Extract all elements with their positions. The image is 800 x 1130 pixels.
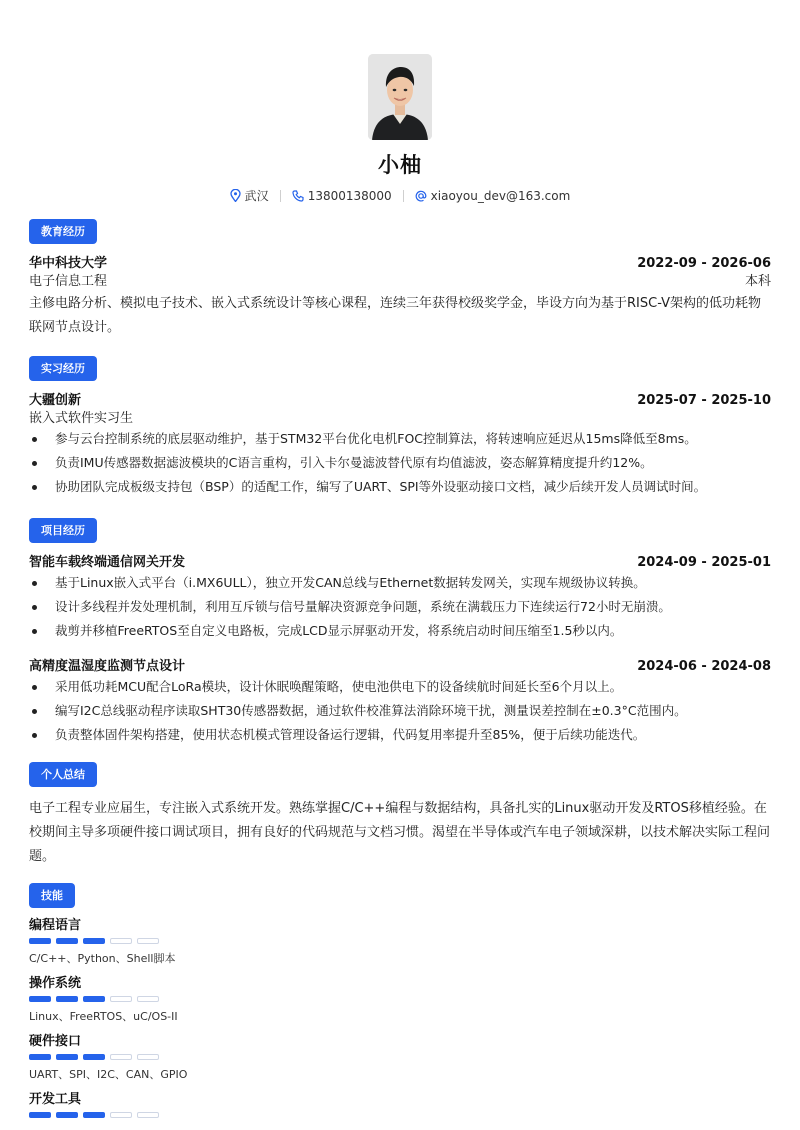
skill-desc: Linux、FreeRTOS、uC/OS-II [29, 1010, 178, 1023]
skill-item [29, 914, 771, 966]
education-section [29, 219, 771, 340]
skill-desc: C/C++、Python、Shell脚本 [29, 952, 176, 965]
skill-level-segment [110, 1054, 132, 1060]
skill-level-bar [29, 1054, 771, 1060]
contact-phone [292, 189, 392, 203]
skill-level-segment [137, 1112, 159, 1118]
internship-period: 2025-07 - 2025-10 [637, 393, 771, 408]
skill-level-bar [29, 1112, 771, 1118]
project-period: 2024-09 - 2025-01 [637, 555, 771, 570]
project-title-row [29, 655, 771, 673]
skill-item [29, 1030, 771, 1082]
phone-icon [292, 190, 304, 202]
candidate-name: 小柚 [378, 153, 422, 177]
internship-sub-row [29, 407, 771, 425]
summary-text: 电子工程专业应届生，专注嵌入式系统开发。熟练掌握C/C++编程与数据结构，具备扎实的Linux驱动开发及RTOS移植经验。在校期间主导多项硬件接口调试项目，拥有良好的代码规范与文档习惯。渴望在半导体或汽车电子领域深耕，以技术解决实际工程问题。 [29, 801, 771, 864]
skill-level-segment [83, 996, 105, 1002]
section-title-internship: 实习经历 [29, 356, 97, 381]
skill-level-segment [29, 938, 51, 944]
skill-level-bar [29, 996, 771, 1002]
section-title-skills: 技能 [29, 883, 75, 908]
skill-name: 开发工具 [29, 1092, 82, 1107]
skill-name: 编程语言 [29, 918, 82, 933]
projects-section [29, 518, 771, 747]
internship-title-row [29, 389, 771, 407]
education-title-row [29, 252, 771, 270]
location-text: 武汉 [244, 189, 269, 203]
school-name: 华中科技大学 [29, 256, 108, 271]
skills-section [29, 883, 771, 1118]
skill-level-segment [137, 996, 159, 1002]
list-item: 参与云台控制系统的底层驱动维护，基于STM32平台优化电机FOC控制算法，将转速响应延迟从15ms降低至8ms。 [29, 427, 771, 451]
skill-level-segment [137, 1054, 159, 1060]
skill-level-segment [29, 996, 51, 1002]
list-item: 负责整体固件架构搭建，使用状态机模式管理设备运行逻辑，代码复用率提升至85%，便于后续功能迭代。 [29, 723, 771, 747]
project-bullets [29, 571, 771, 643]
list-item: 协助团队完成板级支持包（BSP）的适配工作，编写了UART、SPI等外设驱动接口文档，减少后续开发人员调试时间。 [29, 475, 771, 499]
resume-page [29, 0, 771, 1107]
skill-level-bar [29, 938, 771, 944]
degree: 本科 [744, 274, 771, 289]
contact-divider [403, 190, 404, 202]
skill-level-segment [83, 1112, 105, 1118]
skill-level-segment [83, 938, 105, 944]
resume-header [29, 0, 771, 204]
skill-level-segment [110, 996, 132, 1002]
summary-section [29, 762, 771, 869]
skill-level-segment [29, 1054, 51, 1060]
list-item: 编写I2C总线驱动程序读取SHT30传感器数据，通过软件校准算法消除环境干扰，测量误差控制在±0.3°C范围内。 [29, 699, 771, 723]
list-item: 采用低功耗MCU配合LoRa模块，设计休眠唤醒策略，使电池供电下的设备续航时间延长至6个月以上。 [29, 675, 771, 699]
education-description: 主修电路分析、模拟电子技术、嵌入式系统设计等核心课程，连续三年获得校级奖学金，毕设方向为基于RISC-V架构的低功耗物联网节点设计。 [29, 296, 762, 335]
list-item: 裁剪并移植FreeRTOS至自定义电路板，完成LCD显示屏驱动开发，将系统启动时间压缩至1.5秒以内。 [29, 619, 771, 643]
email-text[interactable]: xiaoyou_dev@163.com [430, 188, 571, 203]
skill-desc: UART、SPI、I2C、CAN、GPIO [29, 1068, 188, 1081]
avatar [368, 54, 432, 140]
at-sign-icon [415, 190, 427, 202]
education-period: 2022-09 - 2026-06 [637, 256, 771, 271]
skill-level-segment [29, 1112, 51, 1118]
section-title-education: 教育经历 [29, 219, 97, 244]
skill-level-segment [137, 938, 159, 944]
company-name: 大疆创新 [29, 393, 82, 408]
section-title-summary: 个人总结 [29, 762, 97, 787]
project-name: 智能车载终端通信网关开发 [29, 555, 186, 570]
contact-divider [280, 190, 281, 202]
skill-name: 硬件接口 [29, 1034, 82, 1049]
section-title-projects: 项目经历 [29, 518, 97, 543]
location-pin-icon [230, 189, 241, 202]
major: 电子信息工程 [29, 274, 108, 289]
project-name: 高精度温湿度监测节点设计 [29, 659, 186, 674]
skill-level-segment [110, 938, 132, 944]
skill-level-segment [56, 938, 78, 944]
skill-item [29, 1088, 771, 1118]
internship-section [29, 356, 771, 499]
contact-email[interactable] [415, 189, 571, 203]
skill-level-segment [83, 1054, 105, 1060]
skill-level-segment [56, 996, 78, 1002]
list-item: 负责IMU传感器数据滤波模块的C语言重构，引入卡尔曼滤波替代原有均值滤波，姿态解算精度提升约12%。 [29, 451, 771, 475]
skills-list [29, 914, 771, 1118]
education-sub-row [29, 270, 771, 288]
list-item: 基于Linux嵌入式平台（i.MX6ULL），独立开发CAN总线与Ethernet数据转发网关，实现车规级协议转换。 [29, 571, 771, 595]
project-period: 2024-06 - 2024-08 [637, 659, 771, 674]
project-bullets [29, 675, 771, 747]
skill-level-segment [110, 1112, 132, 1118]
contact-location [230, 187, 269, 204]
skill-name: 操作系统 [29, 976, 82, 991]
internship-bullets [29, 427, 771, 499]
phone-text: 13800138000 [307, 188, 392, 203]
internship-role: 嵌入式软件实习生 [29, 411, 134, 426]
skill-item [29, 972, 771, 1024]
skill-level-segment [56, 1054, 78, 1060]
project-title-row [29, 551, 771, 569]
skill-level-segment [56, 1112, 78, 1118]
list-item: 设计多线程并发处理机制，利用互斥锁与信号量解决资源竞争问题，系统在满载压力下连续运行72小时无崩溃。 [29, 595, 771, 619]
contact-info [29, 187, 771, 204]
